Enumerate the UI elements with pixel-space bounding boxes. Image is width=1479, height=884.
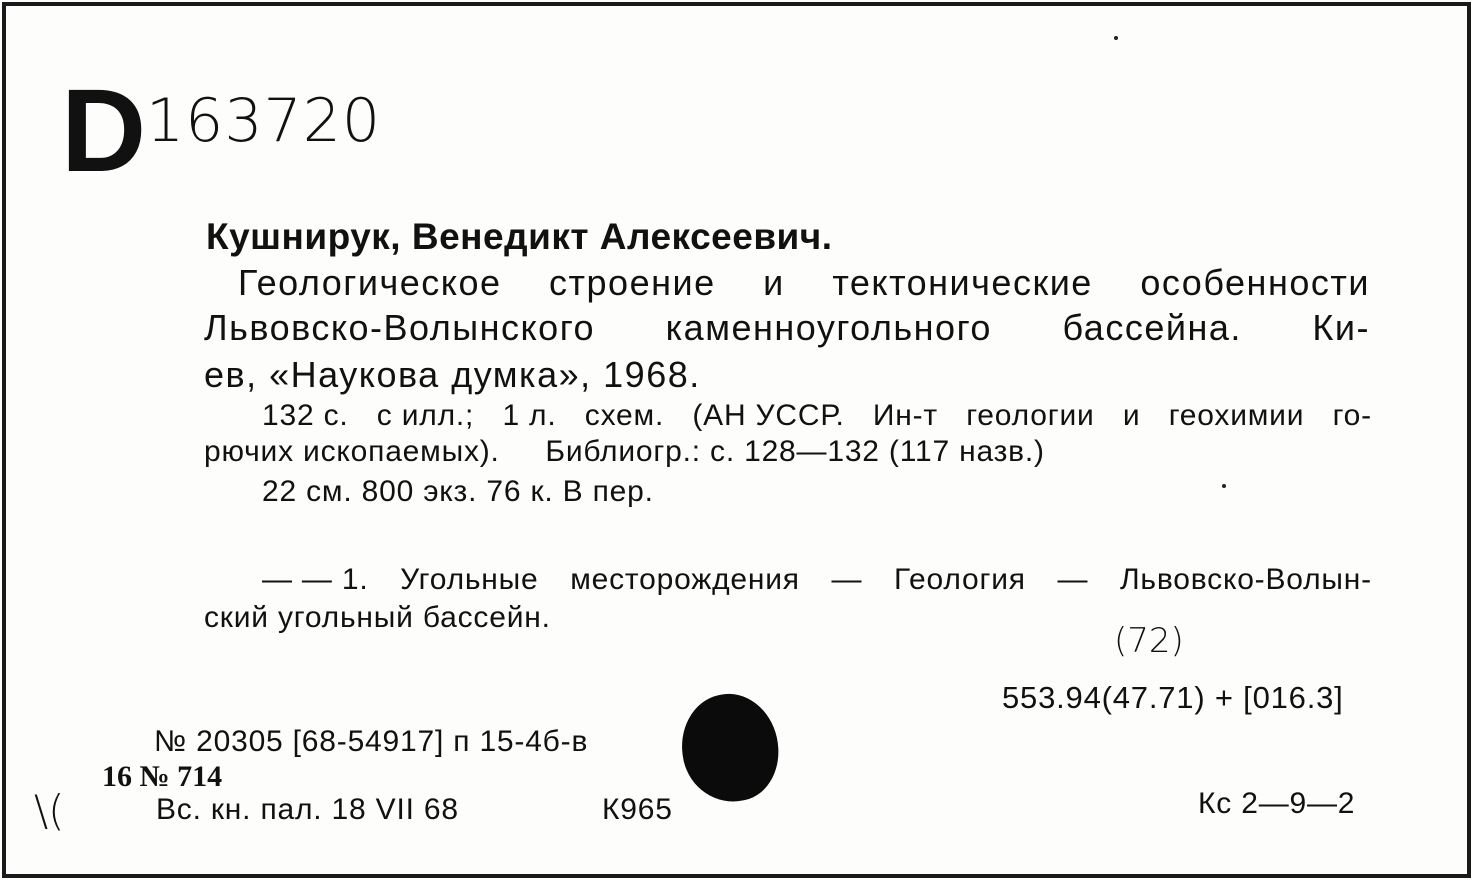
title-word: Ки-	[1312, 307, 1370, 348]
description-word: (АН УССР.	[692, 399, 845, 432]
title-word: каменноугольного	[665, 307, 992, 348]
print-speck	[1114, 36, 1118, 40]
author-heading: Кушнирук, Венедикт Алексеевич.	[206, 216, 833, 257]
book-chamber-date: Вс. кн. пал. 18 VII 68	[156, 793, 459, 826]
title-word: строение	[549, 262, 716, 303]
classification-index: 553.94(47.71) + [016.3]	[1002, 680, 1344, 715]
punch-hole-mark	[672, 685, 788, 811]
subject-word: —	[831, 563, 863, 596]
subject-line-1	[262, 562, 1372, 598]
description-line-3: 22 см. 800 экз. 76 к. В пер.	[262, 475, 654, 508]
subject-word: Угольные	[400, 563, 539, 596]
subject-word: — — 1.	[262, 563, 369, 596]
registry-number: № 20305 [68-54917] п 15-4б-в	[154, 725, 589, 758]
title-line-3: ев, «Наукова думка», 1968.	[204, 354, 701, 395]
description-word: и	[1122, 399, 1141, 432]
subject-word: Львовско-Волын-	[1119, 563, 1372, 596]
title-word: и	[763, 262, 785, 303]
description-line-1	[262, 398, 1372, 434]
subject-line-2: ский угольный бассейн.	[204, 601, 551, 634]
description-word: схем.	[584, 399, 665, 432]
description-word: с илл.;	[376, 399, 475, 432]
order-code: К965	[602, 793, 673, 826]
title-word: особенности	[1140, 262, 1370, 303]
subject-word: Геология	[893, 563, 1026, 596]
description-line-2: рючих ископаемых). Библиогр.: с. 128—132 (117 назв.)	[204, 435, 1045, 468]
description-word: геологии	[966, 399, 1095, 432]
title-line-2	[204, 307, 1370, 349]
description-word: 1 л.	[502, 399, 557, 432]
title-word: тектонические	[832, 262, 1093, 303]
title-word: бассейна.	[1062, 307, 1242, 348]
description-word: Ин-т	[872, 399, 938, 432]
print-speck	[1222, 484, 1226, 488]
description-word: го-	[1332, 399, 1372, 432]
handwritten-note: (72)	[1114, 621, 1184, 661]
catalog-card	[2, 2, 1471, 878]
title-word: Геологическое	[238, 262, 502, 303]
subject-word: —	[1057, 563, 1089, 596]
handwritten-mark: \(	[34, 786, 65, 835]
handwritten-accession-number: 163720	[146, 86, 382, 156]
title-line-1	[238, 262, 1370, 304]
description-word: 132 с.	[262, 399, 349, 432]
copy-number: 16 № 714	[102, 760, 223, 793]
description-word: геохимии	[1168, 399, 1305, 432]
collection-letter: D	[61, 65, 145, 197]
catalog-code: Кс 2—9—2	[1198, 787, 1356, 820]
subject-word: месторождения	[570, 563, 800, 596]
title-word: Львовско-Волынского	[204, 307, 596, 348]
